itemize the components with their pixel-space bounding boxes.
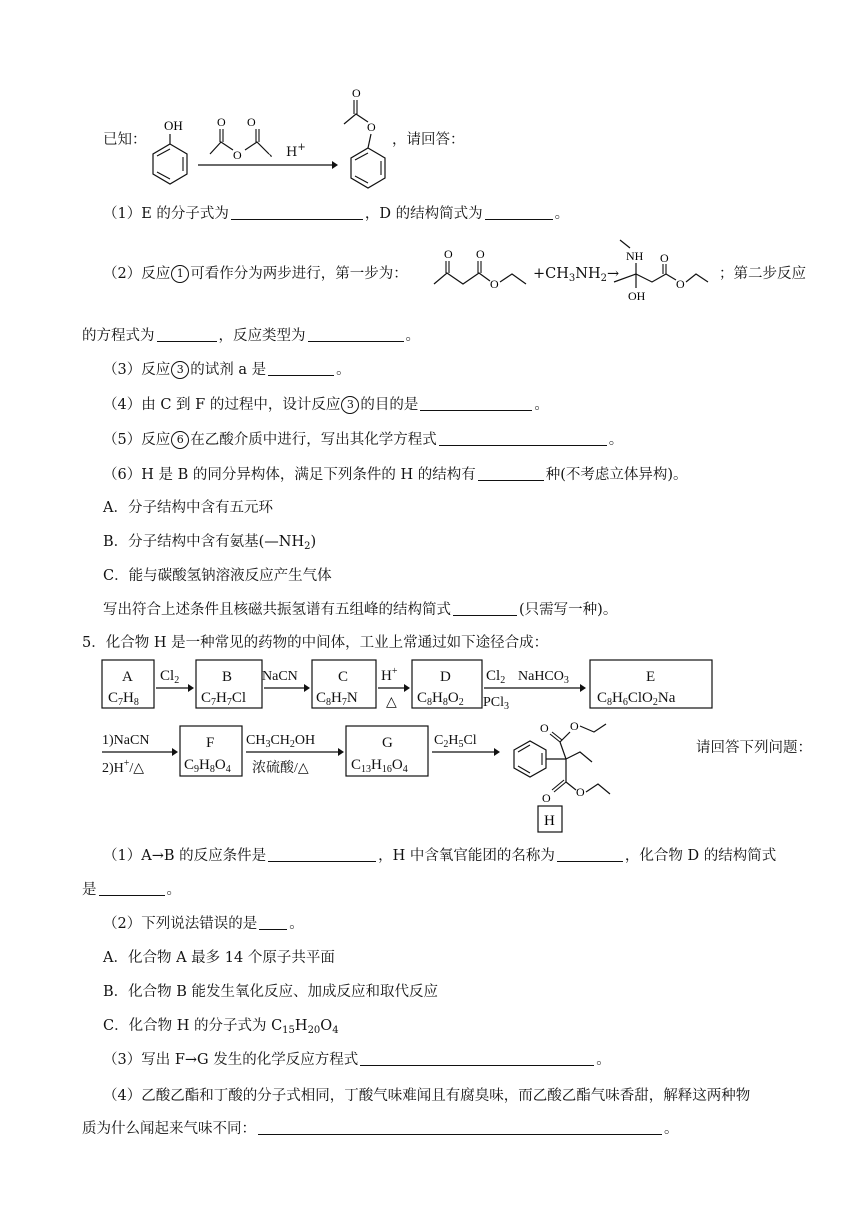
q4-item-3: （3）反应 3 的试剂 a 是 。 xyxy=(103,362,351,378)
svg-text:O: O xyxy=(490,277,499,291)
svg-text:O: O xyxy=(542,791,551,805)
phenol-oh-label: OH xyxy=(164,118,183,133)
synthesis-route-row-1 xyxy=(100,656,760,714)
compound-b-letter: B xyxy=(222,669,233,685)
svg-text:C8H6ClO2Na: $C_8H_6ClO_2Na$ xyxy=(597,690,676,708)
compound-f-letter: F xyxy=(206,735,215,751)
q4-option-a: A．分子结构中含有五元环 xyxy=(103,500,273,516)
known-reagent-sep: 、 xyxy=(268,145,282,160)
q4-item-2-end: ；第二步反应 xyxy=(719,266,806,282)
compound-d-letter: D xyxy=(440,669,451,685)
svg-text:NaHCO3: NaHCO$_3$ xyxy=(518,669,569,686)
compound-h-letter: H xyxy=(544,813,555,829)
q5-option-a: A．化合物 A 最多 14 个原子共平面 xyxy=(103,950,335,966)
q5-item-4: （4）乙酸乙酯和丁酸的分子式相同，丁酸气味难闻且有腐臭味，而乙酸乙酯气味香甜，解释这两种物 xyxy=(103,1088,751,1104)
q4-option-c: C．能与碳酸氢钠溶液反应产生气体 xyxy=(103,568,332,584)
q4-item-2: （2）反应 1 可看作分为两步进行，第一步为： xyxy=(103,266,408,282)
svg-text:Cl2: $Cl_2$ xyxy=(160,668,180,686)
q4-item-1: （1）E 的分子式为 ，D 的结构简式为 。 xyxy=(103,206,570,222)
svg-text:浓硫酸/△: 浓硫酸/△ xyxy=(252,761,309,776)
svg-text:C7H8: $C_7H_8$ xyxy=(108,690,139,708)
svg-text:1)NaCN: 1)NaCN xyxy=(102,733,150,748)
svg-text:O: O xyxy=(476,247,485,261)
compound-a-letter: A xyxy=(122,669,133,685)
q5-item-1-cont: 是 。 xyxy=(82,882,181,898)
synthesis-route-row-2 xyxy=(100,722,560,792)
known-reaction-arrow xyxy=(198,160,338,170)
q5-option-c: C．化合物 H 的分子式为 $C_{15}H_{20}O_4$ xyxy=(103,1018,339,1036)
q4-option-b: B．分子结构中含有氨基$(—NH_2)$ xyxy=(103,534,317,552)
compound-e-letter: E xyxy=(646,669,656,685)
intermediate-oh-label: OH xyxy=(628,289,646,303)
svg-text:O: O xyxy=(676,277,685,291)
compound-g-letter: G xyxy=(382,735,393,751)
intermediate-nh-label: NH xyxy=(626,249,644,263)
svg-text:H+: H+ xyxy=(381,666,398,684)
svg-text:O: O xyxy=(247,115,256,129)
q5-option-b: B．化合物 B 能发生氧化反应、加成反应和取代反应 xyxy=(103,984,439,1000)
svg-text:C9H8O4: $C_9H_8O_4$ xyxy=(184,757,231,775)
q5-item-4-cont: 质为什么闻起来气味不同： 。 xyxy=(82,1121,679,1137)
svg-text:O: O xyxy=(660,251,669,265)
svg-text:CH3CH2OH: $CH_3CH_2OH$ xyxy=(246,733,316,750)
q5-side-prompt: 请回答下列问题： xyxy=(696,740,812,756)
q4-item-6-cont: 写出符合上述条件且核磁共振氢谱有五组峰的结构简式 (只需写一种)。 xyxy=(103,602,618,618)
ethyl-acetoacetate-structure xyxy=(430,246,530,290)
svg-text:O: O xyxy=(352,86,361,100)
svg-text:O: O xyxy=(444,247,453,261)
q5-intro: 5．化合物 H 是一种常见的药物的中间体，工业上常通过如下途径合成： xyxy=(82,635,549,651)
known-suffix: ，请回答： xyxy=(392,132,465,148)
svg-text:△: △ xyxy=(386,695,397,710)
svg-text:O: O xyxy=(233,148,242,162)
svg-text:C8H7N: $C_8H_7N$ xyxy=(316,690,358,708)
known-reagent-acid: H+ xyxy=(286,142,306,160)
svg-text:C2H5Cl: $C_2H_5Cl$ xyxy=(434,733,477,750)
q5-item-2: （2）下列说法错误的是 。 xyxy=(103,916,304,932)
known-prefix: 已知： xyxy=(103,132,147,148)
q4-item-2-reagent: $+CH_3NH_2\to$ xyxy=(533,266,620,284)
q5-item-3: （3）写出 F→G 发生的化学反应方程式 。 xyxy=(103,1052,611,1068)
q4-item-6: （6）H 是 B 的同分异构体，满足下列条件的 H 的结构有 种(不考虑立体异构)。 xyxy=(103,467,688,483)
compound-c-letter: C xyxy=(338,669,349,685)
svg-text:C8H8O2: $C_8H_8O_2$ xyxy=(417,690,464,708)
svg-text:O: O xyxy=(576,785,585,799)
svg-text:O: O xyxy=(217,115,226,129)
svg-text:PCl3: PCl$_3$ xyxy=(483,695,510,712)
svg-text:O: O xyxy=(570,719,579,733)
svg-text:C13H16O4: $C_{13}H_{16}O_4$ xyxy=(351,757,408,775)
q4-item-4: （4）由 C 到 F 的过程中，设计反应 3 的目的是 。 xyxy=(103,397,549,413)
aminol-intermediate-structure xyxy=(608,236,718,306)
phenol-structure xyxy=(140,112,200,192)
svg-text:O: O xyxy=(540,721,549,735)
compound-h-structure xyxy=(500,720,640,835)
q4-item-5: （5）反应 6 在乙酸介质中进行，写出其化学方程式 。 xyxy=(103,432,624,448)
svg-text:2)H+/△: 2)H+/△ xyxy=(102,758,145,776)
q4-item-2-cont: 的方程式为 ，反应类型为 。 xyxy=(82,328,420,344)
q5-item-1: （1）A→B 的反应条件是 ，H 中含氧官能团的名称为 ，化合物 D 的结构简式 xyxy=(103,848,777,864)
svg-text:O: O xyxy=(367,120,376,134)
phenyl-acetate-structure xyxy=(340,84,400,194)
svg-text:NaCN: NaCN xyxy=(262,669,298,684)
svg-text:Cl2: $Cl_2$ xyxy=(486,668,506,686)
svg-text:C7H7Cl: $C_7H_7Cl$ xyxy=(201,690,247,708)
